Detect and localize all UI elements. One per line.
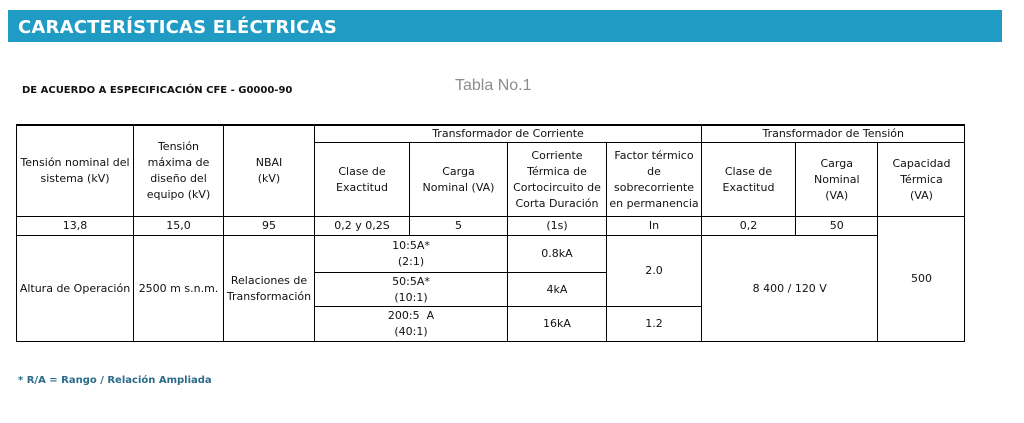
cell-relacion-corriente: 4kA	[508, 273, 607, 307]
cell-relacion-ratio	[315, 273, 508, 307]
header-carga-nominal-tt: Carga Nominal (VA)	[796, 143, 878, 217]
specification-line: DE ACUERDO A ESPECIFICACIÓN CFE - G0000-90	[22, 85, 293, 96]
relacion-ratio-sub: (10:1)	[394, 290, 428, 304]
relacion-ratio-text: 200:5 A	[387, 309, 435, 322]
cell-factor-termico: In	[607, 217, 702, 236]
relacion-ratio-sub: (40:1)	[394, 325, 428, 338]
cell-nbai: 95	[224, 217, 315, 236]
cell-carga-nominal-tt: 50	[796, 217, 878, 236]
cell-altura-value: 2500 m s.n.m.	[134, 236, 224, 342]
table-values-row	[17, 217, 965, 236]
cell-relacion-corriente: 0.8kA	[508, 236, 607, 273]
footnote: * R/A = Rango / Relación Ampliada	[18, 375, 212, 386]
page-title: CARACTERÍSTICAS ELÉCTRICAS	[18, 17, 337, 38]
cell-corriente-termica: (1s)	[508, 217, 607, 236]
cell-clase-exactitud-tt: 0,2	[702, 217, 796, 236]
cell-altura-label: Altura de Operación	[17, 236, 134, 342]
table-caption: Tabla No.1	[455, 77, 532, 94]
cell-factor-top: 2.0	[607, 236, 702, 307]
header-group-transformador-corriente: Transformador de Corriente	[315, 125, 702, 143]
cell-tension-nominal: 13,8	[17, 217, 134, 236]
cell-factor-bottom: 1.2	[607, 307, 702, 342]
table-header-row-1	[17, 125, 965, 143]
header-corriente-termica: Corriente Térmica de Cortocircuito de Corta Duración	[508, 143, 607, 217]
cell-capacidad-termica: 500	[878, 217, 965, 342]
table-row-relacion-1	[17, 236, 965, 273]
cell-clase-exactitud-tc: 0,2 y 0,2S	[315, 217, 410, 236]
relacion-ratio-text: 50:5A*	[392, 274, 430, 288]
header-nbai: NBAI (kV)	[224, 125, 315, 217]
header-group-transformador-tension: Transformador de Tensión	[702, 125, 965, 143]
cell-tension-ratio: 8 400 / 120 V	[702, 236, 878, 342]
electrical-characteristics-table	[16, 124, 965, 342]
cell-carga-nominal-tc: 5	[410, 217, 508, 236]
header-capacidad-termica: Capacidad Térmica (VA)	[878, 143, 965, 217]
header-tension-maxima: Tensión máxima de diseño del equipo (kV)	[134, 125, 224, 217]
header-carga-nominal-tc: Carga Nominal (VA)	[410, 143, 508, 217]
cell-relacion-ratio	[315, 307, 508, 342]
cell-tension-maxima: 15,0	[134, 217, 224, 236]
header-tension-nominal: Tensión nominal del sistema (kV)	[17, 125, 134, 217]
relacion-ratio-text: 10:5A*	[392, 239, 430, 252]
relacion-ratio-sub: (2:1)	[397, 255, 425, 268]
header-clase-exactitud-tc: Clase de Exactitud	[315, 143, 410, 217]
cell-relacion-corriente: 16kA	[508, 307, 607, 342]
cell-relacion-ratio	[315, 236, 508, 273]
header-clase-exactitud-tt: Clase de Exactitud	[702, 143, 796, 217]
header-factor-termico: Factor térmico de sobrecorriente en permanencia	[607, 143, 702, 217]
cell-relaciones-label: Relaciones de Transformación	[224, 236, 315, 342]
